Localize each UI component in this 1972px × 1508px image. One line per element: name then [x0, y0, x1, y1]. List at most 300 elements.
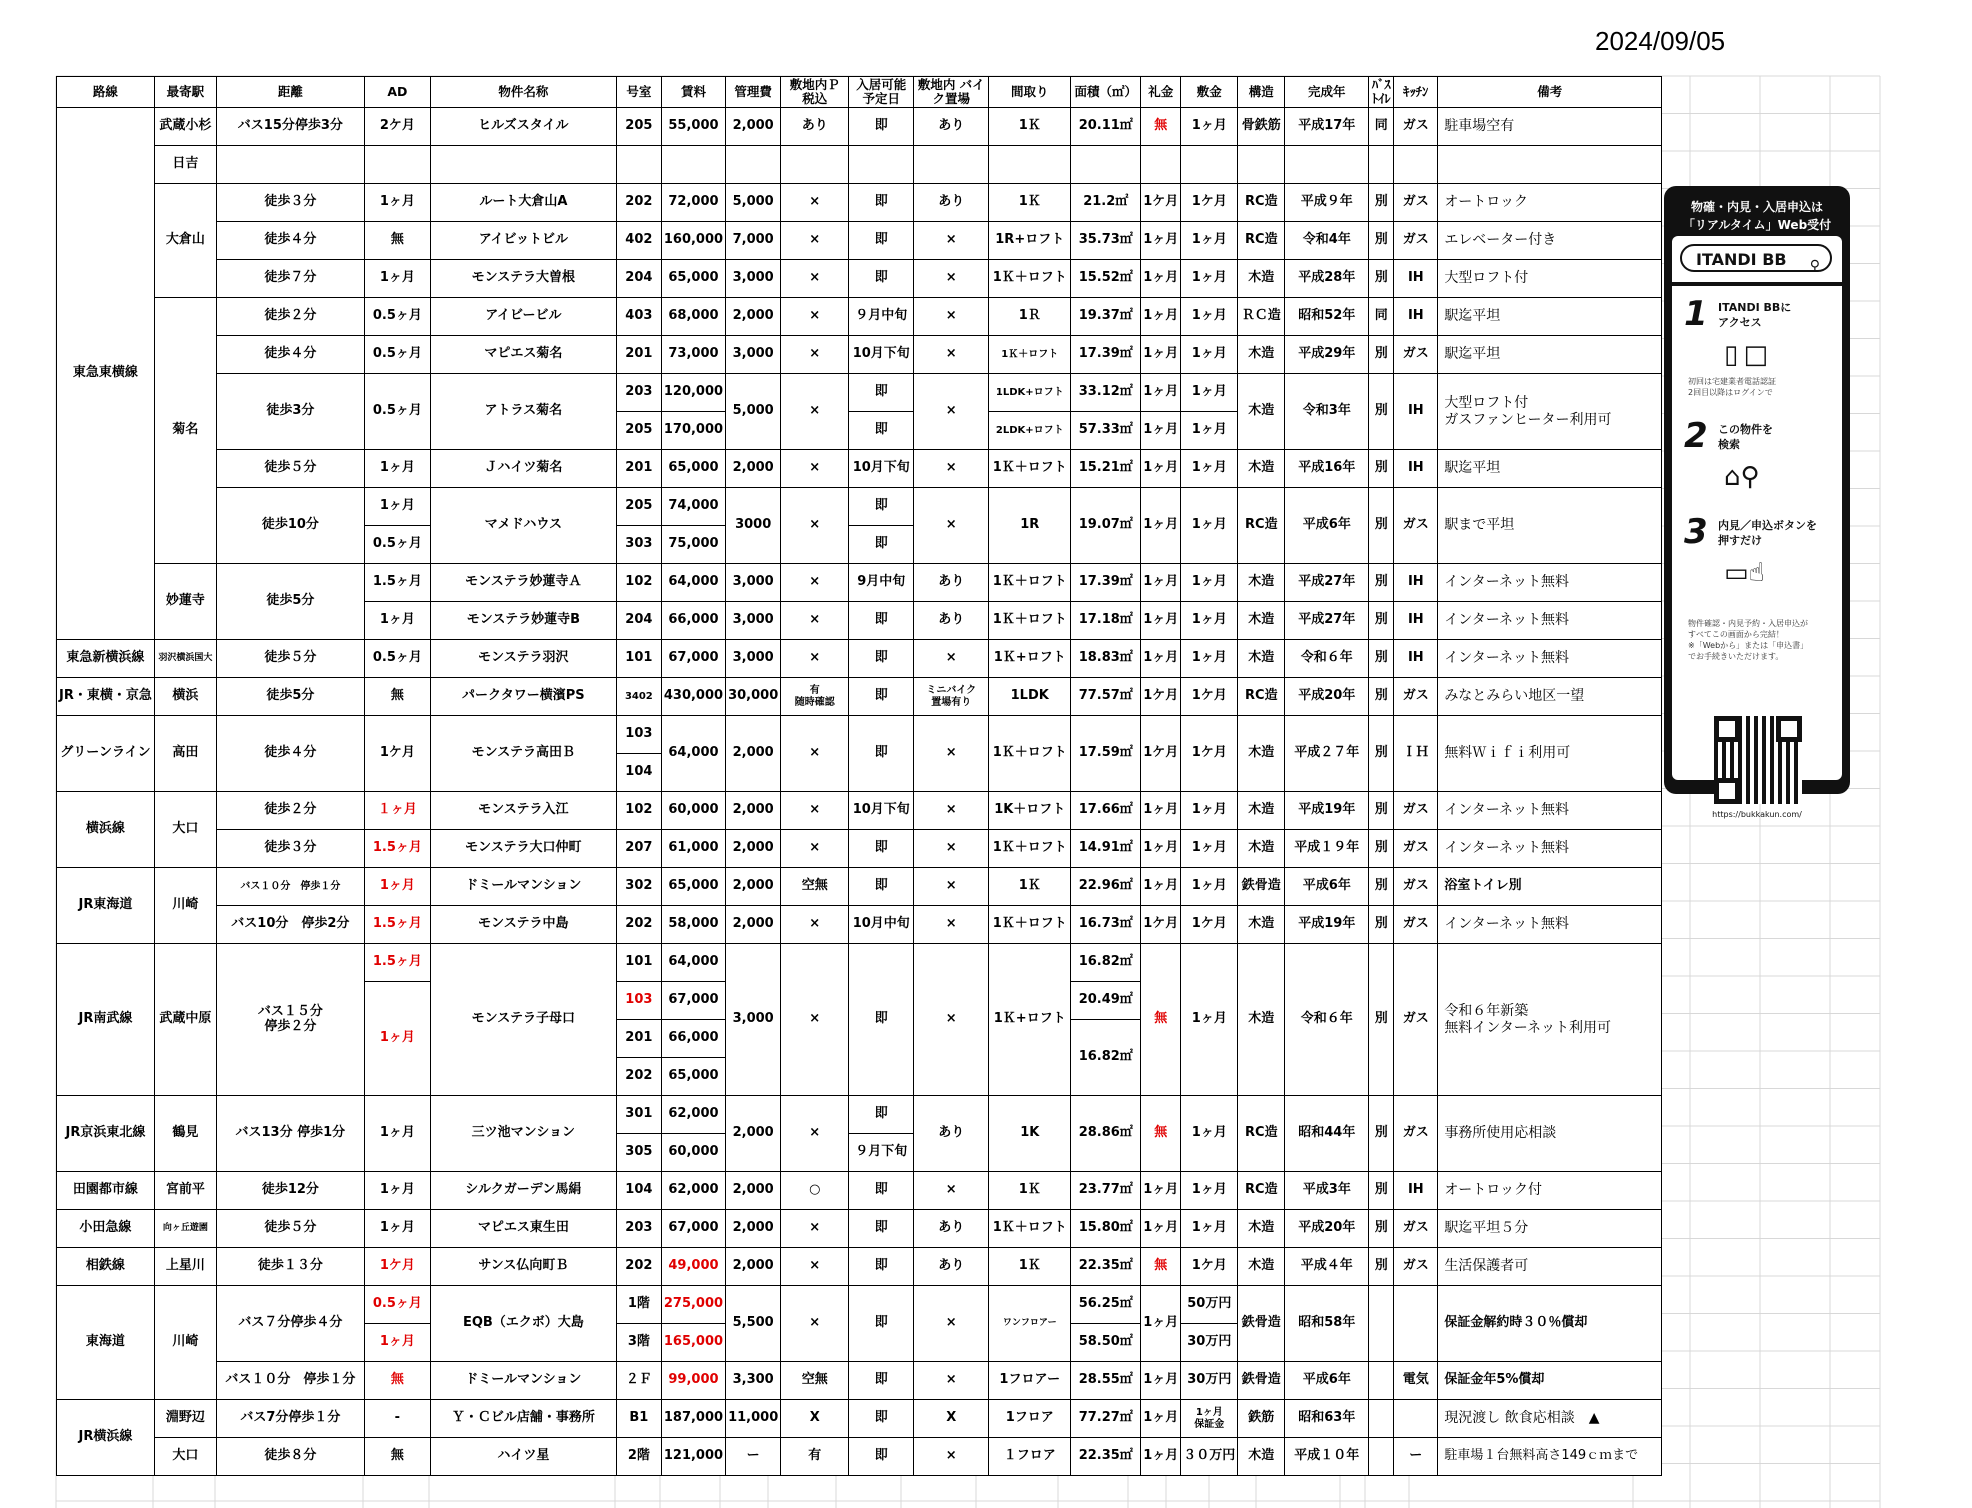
note-cell: 生活保護者可 — [1438, 1248, 1662, 1286]
area-cell: 17.66㎡ — [1071, 792, 1141, 830]
rent-cell: 170,000 — [661, 412, 725, 450]
property-name-cell: ドミールマンション — [430, 1362, 616, 1400]
qr-finder — [1776, 716, 1802, 742]
table-row — [57, 1210, 1662, 1248]
kitchen-cell: ガス — [1394, 792, 1438, 830]
area-cell: 19.37㎡ — [1071, 298, 1141, 336]
table-row — [57, 792, 1662, 830]
parking-cell: 空無 — [781, 868, 849, 906]
rent-cell: 72,000 — [661, 184, 725, 222]
property-name-cell: モンステラ妙蓮寺Ａ — [430, 564, 616, 602]
station-cell: 日吉 — [154, 146, 216, 184]
room-cell: 204 — [616, 260, 661, 298]
room-cell: 202 — [616, 1248, 661, 1286]
footer-note: 物件確認・内見予約・入居申込が すべてこの画面から完結！ ※「Webから」または「申込書」 でお手続きいただけます。 — [1688, 619, 1809, 661]
area-cell: 17.18㎡ — [1071, 602, 1141, 640]
structure-cell: 木造 — [1238, 792, 1285, 830]
note-line: 令和６年新築 — [1444, 1003, 1529, 1020]
rent-cell: 65,000 — [661, 260, 725, 298]
ad-cell: 0.5ヶ月 — [364, 640, 430, 678]
parking-cell: × — [781, 488, 849, 564]
layout-cell: 1LDK+ロフト — [989, 374, 1071, 412]
room-cell: 201 — [616, 1020, 661, 1058]
move-in-cell: 即 — [849, 716, 914, 792]
structure-cell: 木造 — [1238, 374, 1285, 450]
tap-button-icon: ▭☝ — [1724, 558, 1765, 588]
move-in-cell: 10月下旬 — [849, 792, 914, 830]
rent-cell: 58,000 — [661, 906, 725, 944]
parking-cell: 空無 — [781, 1362, 849, 1400]
banner-heading-line: 「リアルタイム」Web受付 — [1682, 218, 1832, 232]
fee-cell: 3,000 — [726, 564, 781, 602]
layout-cell: 1Ｋ — [989, 184, 1071, 222]
area-cell: 23.77㎡ — [1071, 1172, 1141, 1210]
distance-cell: バス10分 停歩2分 — [216, 906, 364, 944]
room-cell: 202 — [616, 906, 661, 944]
layout-cell: 1Ｋ — [989, 108, 1071, 146]
move-in-cell: 10月中旬 — [849, 906, 914, 944]
kitchen-cell: IH — [1394, 640, 1438, 678]
parking-cell: × — [781, 1286, 849, 1362]
bath-cell — [1369, 1286, 1394, 1362]
rent-cell: 430,000 — [661, 678, 725, 716]
bike-cell: × — [914, 868, 989, 906]
property-name-cell: マピエス東生田 — [430, 1210, 616, 1248]
banner-content — [1672, 236, 1842, 819]
rent-cell: 160,000 — [661, 222, 725, 260]
ad-cell: 1ヶ月 — [364, 868, 430, 906]
table-row — [57, 108, 1662, 146]
room-cell: 203 — [616, 1210, 661, 1248]
distance-cell: バス１５分 停歩２分 — [216, 944, 364, 1096]
qr-code[interactable] — [1714, 716, 1802, 804]
structure-cell: 鉄筋 — [1238, 1400, 1285, 1438]
fee-cell: 3,000 — [726, 944, 781, 1096]
deposit-cell: 1ヶ月 — [1181, 830, 1238, 868]
bike-cell: あり — [914, 564, 989, 602]
property-name-cell: ドミールマンション — [430, 868, 616, 906]
note-cell: 事務所使用応相談 — [1438, 1096, 1662, 1172]
bath-cell: 別 — [1369, 374, 1394, 450]
key-money-cell: 1ヶ月 — [1141, 450, 1181, 488]
ad-cell: １ヶ月 — [364, 792, 430, 830]
kitchen-cell: ガス — [1394, 678, 1438, 716]
kitchen-cell: IH — [1394, 298, 1438, 336]
key-money-cell: 1ヶ月 — [1141, 1210, 1181, 1248]
header-cell: ｷｯﾁﾝ — [1394, 77, 1438, 108]
room-cell: 301 — [616, 1096, 661, 1134]
table-row — [57, 450, 1662, 488]
step-text: 内見／申込ボタンを 押すだけ — [1718, 519, 1817, 547]
room-cell: 1階 — [616, 1286, 661, 1324]
bath-cell — [1369, 1400, 1394, 1438]
fee-cell: 2,000 — [726, 830, 781, 868]
property-name-cell: モンステラ中島 — [430, 906, 616, 944]
deposit-cell: 1ケ月 — [1181, 716, 1238, 792]
parking-cell: × — [781, 564, 849, 602]
rent-cell: 67,000 — [661, 982, 725, 1020]
room-cell: 302 — [616, 868, 661, 906]
deposit-cell: 30万円 — [1181, 1362, 1238, 1400]
line-cell: グリーンライン — [57, 716, 155, 792]
note-cell: 浴室トイレ別 — [1438, 868, 1662, 906]
rent-cell: 68,000 — [661, 298, 725, 336]
layout-cell: 1K＋ロフト — [989, 792, 1071, 830]
ad-cell: 1ヶ月 — [364, 1096, 430, 1172]
layout-cell: 1Ｋ+ロフト — [989, 944, 1071, 1096]
bike-cell: × — [914, 298, 989, 336]
empty-cell — [1285, 146, 1369, 184]
kitchen-cell: IH — [1394, 374, 1438, 450]
rent-cell: 62,000 — [661, 1096, 725, 1134]
itandi-banner[interactable] — [1664, 186, 1850, 819]
key-money-cell: 1ヶ月 — [1141, 830, 1181, 868]
area-cell: 22.35㎡ — [1071, 1438, 1141, 1476]
year-cell: 平成29年 — [1285, 336, 1369, 374]
banner-heading-line: 物確・内見・入居申込は — [1690, 200, 1823, 214]
header-cell: 号室 — [616, 77, 661, 108]
deposit-cell: 1ヶ月 — [1181, 1096, 1238, 1172]
move-in-cell: 即 — [849, 184, 914, 222]
note-cell: 駅迄平坦５分 — [1438, 1210, 1662, 1248]
move-in-cell: 即 — [849, 1438, 914, 1476]
area-cell: 16.73㎡ — [1071, 906, 1141, 944]
area-cell: 22.35㎡ — [1071, 1248, 1141, 1286]
structure-cell: 木造 — [1238, 450, 1285, 488]
kitchen-cell: ガス — [1394, 108, 1438, 146]
header-cell: 入居可能 予定日 — [849, 77, 914, 108]
step-text: ITANDI BBに アクセス — [1718, 301, 1792, 329]
structure-cell: RC造 — [1238, 222, 1285, 260]
structure-cell: 木造 — [1238, 906, 1285, 944]
move-in-cell: 即 — [849, 678, 914, 716]
room-cell: 201 — [616, 450, 661, 488]
deposit-cell: 1ヶ月 — [1181, 792, 1238, 830]
header-cell: 面積（㎡） — [1071, 77, 1141, 108]
ad-cell: 2ケ月 — [364, 108, 430, 146]
structure-cell: 木造 — [1238, 1438, 1285, 1476]
station-cell: 向ヶ丘遊園 — [154, 1210, 216, 1248]
note-cell: 大型ロフト付 — [1438, 260, 1662, 298]
banner-search-box[interactable] — [1680, 244, 1832, 272]
bike-cell: × — [914, 792, 989, 830]
bike-cell: あり — [914, 1096, 989, 1172]
structure-cell: 鉄骨造 — [1238, 868, 1285, 906]
fee-cell: 3000 — [726, 488, 781, 564]
deposit-cell: 1ヶ月 — [1181, 374, 1238, 412]
kitchen-cell — [1394, 1400, 1438, 1438]
structure-cell: 木造 — [1238, 564, 1285, 602]
rent-cell: 66,000 — [661, 1020, 725, 1058]
parking-cell: × — [781, 1096, 849, 1172]
table-row — [57, 488, 1662, 526]
kitchen-cell: ガス — [1394, 1210, 1438, 1248]
room-cell: 402 — [616, 222, 661, 260]
structure-cell: 木造 — [1238, 944, 1285, 1096]
move-in-cell: 即 — [849, 526, 914, 564]
structure-cell: 木造 — [1238, 830, 1285, 868]
area-cell: 20.11㎡ — [1071, 108, 1141, 146]
rent-cell: 99,000 — [661, 1362, 725, 1400]
distance-cell: バス１０分 停歩１分 — [216, 1362, 364, 1400]
note-cell: 駅迄平坦 — [1438, 450, 1662, 488]
rent-cell: 62,000 — [661, 1172, 725, 1210]
header-cell: 完成年 — [1285, 77, 1369, 108]
step-3 — [1684, 512, 1834, 622]
empty-cell — [1071, 146, 1141, 184]
property-name-cell: ルート大倉山A — [430, 184, 616, 222]
fee-cell: 5,000 — [726, 374, 781, 450]
deposit-cell: 1ケ月 — [1181, 678, 1238, 716]
table-row — [57, 1286, 1662, 1324]
line-cell: JR・東横・京急 — [57, 678, 155, 716]
kitchen-cell: ー — [1394, 1438, 1438, 1476]
ad-cell: 0.5ヶ月 — [364, 526, 430, 564]
structure-cell: RC造 — [1238, 678, 1285, 716]
parking-cell: × — [781, 374, 849, 450]
layout-cell: 1Ｋ＋ロフト — [989, 336, 1071, 374]
key-money-cell: 1ヶ月 — [1141, 222, 1181, 260]
layout-cell: 1Ｋ＋ロフト — [989, 906, 1071, 944]
kitchen-cell: ガス — [1394, 184, 1438, 222]
key-money-cell: 1ヶ月 — [1141, 792, 1181, 830]
year-cell: 令和4年 — [1285, 222, 1369, 260]
property-name-cell: ヒルズスタイル — [430, 108, 616, 146]
house-search-icon: ⌂⚲ — [1724, 462, 1760, 492]
bike-cell: × — [914, 906, 989, 944]
area-cell: 21.2㎡ — [1071, 184, 1141, 222]
year-cell: 令和６年 — [1285, 944, 1369, 1096]
table-row — [57, 146, 1662, 184]
move-in-cell: 即 — [849, 1248, 914, 1286]
bath-cell: 別 — [1369, 640, 1394, 678]
layout-cell: 1Ｋ＋ロフト — [989, 1210, 1071, 1248]
structure-cell: RC造 — [1238, 488, 1285, 564]
move-in-cell: 即 — [849, 488, 914, 526]
structure-cell: 木造 — [1238, 640, 1285, 678]
fee-cell: 2,000 — [726, 1210, 781, 1248]
structure-cell: RC造 — [1238, 1172, 1285, 1210]
area-cell: 22.96㎡ — [1071, 868, 1141, 906]
key-money-cell: 1ヶ月 — [1141, 298, 1181, 336]
note-cell: エレベーター付き — [1438, 222, 1662, 260]
year-cell: 平成16年 — [1285, 450, 1369, 488]
bike-cell: × — [914, 944, 989, 1096]
kitchen-cell: ガス — [1394, 222, 1438, 260]
area-cell: 28.86㎡ — [1071, 1096, 1141, 1172]
header-cell: 礼金 — [1141, 77, 1181, 108]
bath-cell: 別 — [1369, 450, 1394, 488]
deposit-cell: 1ヶ月 — [1181, 1172, 1238, 1210]
ad-cell: 1ケ月 — [364, 716, 430, 792]
rent-cell: 74,000 — [661, 488, 725, 526]
distance-cell: 徒歩２分 — [216, 792, 364, 830]
station-cell: 鶴見 — [154, 1096, 216, 1172]
header-cell: 敷地内 バイク置場 — [914, 77, 989, 108]
year-cell: 平成１９年 — [1285, 830, 1369, 868]
property-name-cell: Ｊハイツ菊名 — [430, 450, 616, 488]
note-cell: 保証金解約時３０％償却 — [1438, 1286, 1662, 1362]
header-cell: 敷金 — [1181, 77, 1238, 108]
ad-cell: 0.5ヶ月 — [364, 1286, 430, 1324]
key-money-cell: 1ヶ月 — [1141, 1286, 1181, 1362]
empty-cell — [1181, 146, 1238, 184]
note-cell: オートロック — [1438, 184, 1662, 222]
layout-cell: 1LDK — [989, 678, 1071, 716]
area-cell: 19.07㎡ — [1071, 488, 1141, 564]
kitchen-cell: IH — [1394, 1172, 1438, 1210]
property-name-cell: マメドハウス — [430, 488, 616, 564]
key-money-cell: 1ヶ月 — [1141, 374, 1181, 412]
bike-cell: × — [914, 222, 989, 260]
line-cell: 田園都市線 — [57, 1172, 155, 1210]
distance-cell: バス7分停歩１分 — [216, 1400, 364, 1438]
move-in-cell: 即 — [849, 830, 914, 868]
parking-cell: ○ — [781, 1172, 849, 1210]
property-table-wrapper — [56, 76, 1662, 1476]
station-cell: 高田 — [154, 716, 216, 792]
move-in-cell: 即 — [849, 108, 914, 146]
note-cell: 保証金年5%償却 — [1438, 1362, 1662, 1400]
room-cell: 205 — [616, 108, 661, 146]
year-cell: 令和６年 — [1285, 640, 1369, 678]
bike-cell: × — [914, 830, 989, 868]
note-cell: 駅迄平坦 — [1438, 298, 1662, 336]
line-cell: JR横浜線 — [57, 1400, 155, 1476]
fee-cell: 3,000 — [726, 640, 781, 678]
ad-cell: 1.5ヶ月 — [364, 906, 430, 944]
parking-cell: × — [781, 640, 849, 678]
empty-cell — [1438, 146, 1662, 184]
deposit-cell: 1ヶ月 — [1181, 260, 1238, 298]
key-money-cell: 無 — [1141, 944, 1181, 1096]
table-row — [57, 260, 1662, 298]
station-cell: 横浜 — [154, 678, 216, 716]
bath-cell: 別 — [1369, 184, 1394, 222]
deposit-cell: 1ヶ月 — [1181, 944, 1238, 1096]
deposit-cell: 1ヶ月 — [1181, 336, 1238, 374]
kitchen-cell: ガス — [1394, 1248, 1438, 1286]
move-in-cell: 即 — [849, 868, 914, 906]
distance-cell: 徒歩３分 — [216, 184, 364, 222]
room-cell: 2階 — [616, 1438, 661, 1476]
area-cell: 15.52㎡ — [1071, 260, 1141, 298]
distance-cell: バス１０分 停歩１分 — [216, 868, 364, 906]
fee-cell: 7,000 — [726, 222, 781, 260]
ad-cell: 1ヶ月 — [364, 184, 430, 222]
room-cell: B1 — [616, 1400, 661, 1438]
station-cell: 大口 — [154, 1438, 216, 1476]
move-in-cell: 即 — [849, 374, 914, 412]
ad-cell: 無 — [364, 678, 430, 716]
bike-cell: あり — [914, 1248, 989, 1286]
table-row — [57, 906, 1662, 944]
ad-cell: 無 — [364, 1362, 430, 1400]
divider — [1672, 282, 1842, 286]
structure-cell: 木造 — [1238, 1248, 1285, 1286]
deposit-cell: 30万円 — [1181, 1324, 1238, 1362]
header-cell: 物件名称 — [430, 77, 616, 108]
distance-cell: 徒歩８分 — [216, 1438, 364, 1476]
note-cell: オートロック付 — [1438, 1172, 1662, 1210]
parking-cell: × — [781, 830, 849, 868]
rent-cell: 60,000 — [661, 1134, 725, 1172]
ad-cell: 1ヶ月 — [364, 450, 430, 488]
table-row — [57, 640, 1662, 678]
table-row — [57, 1400, 1662, 1438]
move-in-cell: ９月下旬 — [849, 1134, 914, 1172]
kitchen-cell: ガス — [1394, 868, 1438, 906]
fee-cell: 2,000 — [726, 450, 781, 488]
deposit-cell: 1ヶ月 — [1181, 602, 1238, 640]
bath-cell: 別 — [1369, 868, 1394, 906]
bath-cell — [1369, 1362, 1394, 1400]
distance-cell: 徒歩５分 — [216, 640, 364, 678]
parking-cell: X — [781, 1400, 849, 1438]
note-cell — [1438, 374, 1662, 450]
key-money-cell: 1ヶ月 — [1141, 488, 1181, 564]
room-cell: 205 — [616, 412, 661, 450]
bike-cell: × — [914, 374, 989, 450]
rent-cell: 67,000 — [661, 640, 725, 678]
layout-cell: ワンフロアー — [989, 1286, 1071, 1362]
rent-cell: 55,000 — [661, 108, 725, 146]
deposit-cell: 1ケ月 — [1181, 1248, 1238, 1286]
bath-cell: 別 — [1369, 1210, 1394, 1248]
banner-url[interactable]: https://bukkakun.com/ — [1712, 810, 1802, 819]
note-cell: 無料Ｗｉｆｉ利用可 — [1438, 716, 1662, 792]
move-in-cell: 即 — [849, 1400, 914, 1438]
distance-cell: バス15分停歩3分 — [216, 108, 364, 146]
area-cell: 17.59㎡ — [1071, 716, 1141, 792]
kitchen-cell: ガス — [1394, 1096, 1438, 1172]
empty-cell — [430, 146, 616, 184]
line-cell: JR東海道 — [57, 868, 155, 944]
note-cell: インターネット無料 — [1438, 602, 1662, 640]
key-money-cell: 無 — [1141, 1096, 1181, 1172]
ad-cell: 0.5ヶ月 — [364, 298, 430, 336]
station-cell: 武蔵小杉 — [154, 108, 216, 146]
distance-cell: 徒歩２分 — [216, 298, 364, 336]
year-cell: 平成20年 — [1285, 1210, 1369, 1248]
bath-cell: 別 — [1369, 602, 1394, 640]
distance-cell: 徒歩５分 — [216, 450, 364, 488]
ad-cell: 1ケ月 — [364, 1248, 430, 1286]
room-cell: 207 — [616, 830, 661, 868]
deposit-cell: 1ヶ月 — [1181, 450, 1238, 488]
note-cell: 駅迄平坦 — [1438, 336, 1662, 374]
step-number: 3 — [1684, 512, 1708, 552]
table-row — [57, 184, 1662, 222]
rent-cell: 60,000 — [661, 792, 725, 830]
structure-cell: 鉄骨造 — [1238, 1362, 1285, 1400]
deposit-cell: 1ケ月 — [1181, 184, 1238, 222]
property-name-cell: サンス仏向町Ｂ — [430, 1248, 616, 1286]
room-cell: ２Ｆ — [616, 1362, 661, 1400]
fee-cell: 5,500 — [726, 1286, 781, 1362]
ad-cell: 1.5ヶ月 — [364, 564, 430, 602]
station-cell: 淵野辺 — [154, 1400, 216, 1438]
layout-cell: 1フロア — [989, 1400, 1071, 1438]
parking-cell: × — [781, 602, 849, 640]
key-money-cell: 1ケ月 — [1141, 716, 1181, 792]
area-cell: 77.57㎡ — [1071, 678, 1141, 716]
room-cell: 403 — [616, 298, 661, 336]
note-line: 無料インターネット利用可 — [1444, 1019, 1612, 1036]
line-cell: 相鉄線 — [57, 1248, 155, 1286]
rent-cell: 65,000 — [661, 450, 725, 488]
note-cell: 駐車場１台無料高さ149ｃｍまで — [1438, 1438, 1662, 1476]
